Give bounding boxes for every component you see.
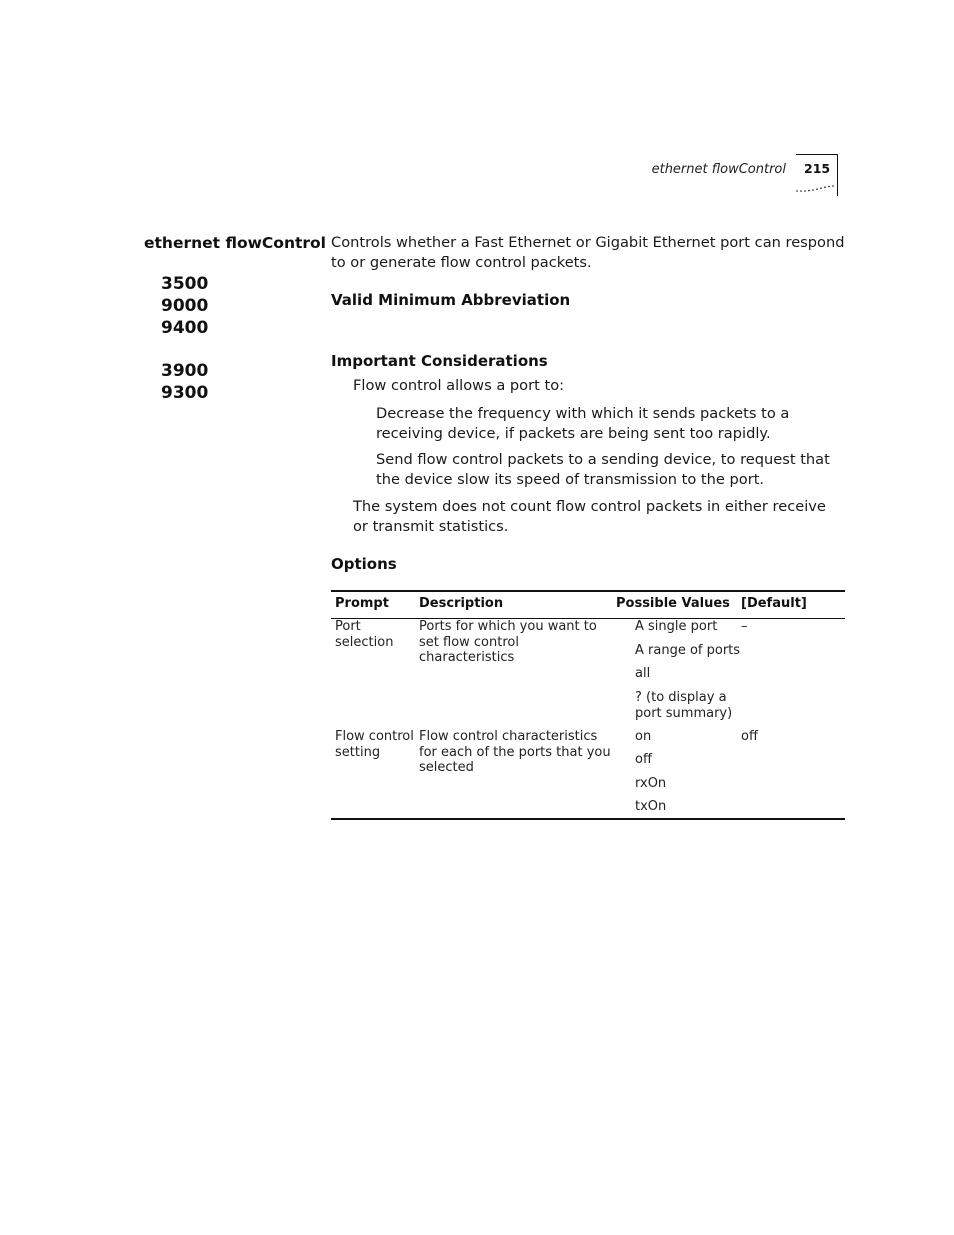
row-1-value: A single port <box>635 619 718 634</box>
row-1-value: all <box>635 666 651 681</box>
row-1-description: Ports for which you want to set flow control characteristics <box>419 619 597 666</box>
row-2-value: on <box>635 729 652 744</box>
row-1-default: – <box>741 619 748 634</box>
system-note: The system does not count flow control packets in either receive or transmit statistics. <box>353 498 826 535</box>
platform-number: 9400 <box>161 318 209 338</box>
row-2-description: Flow control characteristics for each of the ports that you selected <box>419 729 611 776</box>
options-table <box>331 590 845 820</box>
row-2-value: rxOn <box>635 776 667 791</box>
header-dots-ornament <box>795 183 837 193</box>
platform-list-1 <box>161 273 208 339</box>
column-header-prompt: Prompt <box>335 596 389 611</box>
consideration-item-1: Decrease the frequency with which it sends packets to a receiving device, if packets are being sent too rapidly. <box>376 405 790 442</box>
flow-control-intro: Flow control allows a port to: <box>353 377 565 394</box>
platform-number: 9000 <box>161 296 209 316</box>
options-heading: Options <box>331 555 397 573</box>
row-1-value: ? (to display a port summary) <box>635 690 733 721</box>
row-2-value: txOn <box>635 799 667 814</box>
row-1-prompt: Port selection <box>335 619 394 650</box>
consideration-item-2: Send flow control packets to a sending device, to request that the device slow its speed of transmission to the port. <box>376 451 830 488</box>
platform-number: 3500 <box>161 274 209 294</box>
page-number: 215 <box>804 161 831 176</box>
row-2-prompt: Flow control setting <box>335 729 414 760</box>
row-1-value: A range of ports <box>635 643 741 658</box>
important-considerations-heading: Important Considerations <box>331 352 548 370</box>
platform-list-2 <box>161 360 208 404</box>
column-header-description: Description <box>419 596 504 611</box>
platform-number: 3900 <box>161 361 209 381</box>
command-title: ethernet flowControl <box>144 234 326 252</box>
platform-number: 9300 <box>161 383 209 403</box>
row-2-default: off <box>741 729 758 744</box>
valid-abbreviation-heading: Valid Minimum Abbreviation <box>331 291 571 309</box>
column-header-default: [Default] <box>741 596 807 611</box>
intro-paragraph: Controls whether a Fast Ethernet or Gigabit Ethernet port can respond to or generate flow control packets. <box>331 234 845 271</box>
column-header-possible-values: Possible Values <box>616 596 730 611</box>
row-2-value: off <box>635 752 652 767</box>
running-header-title: ethernet flowControl <box>651 162 786 177</box>
